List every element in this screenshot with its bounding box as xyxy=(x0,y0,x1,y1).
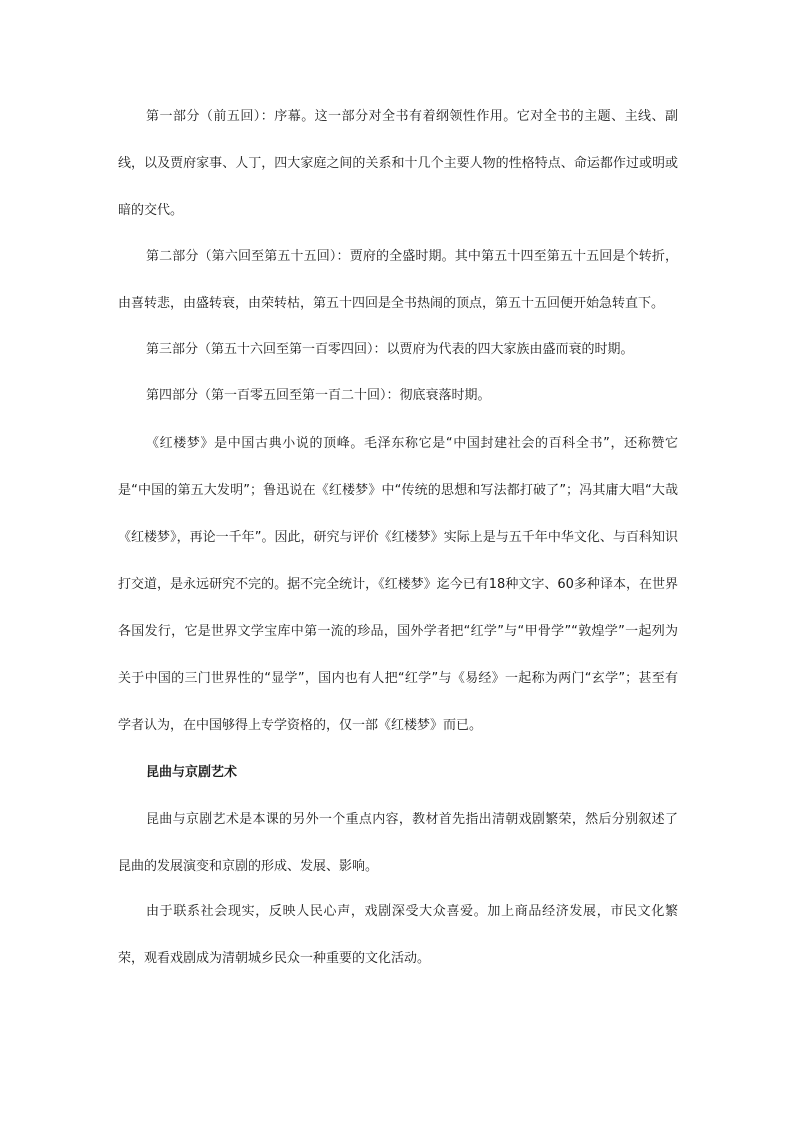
paragraph-hongloumeng-evaluation: 《红楼梦》是中国古典小说的顶峰。毛泽东称它是“中国封建社会的百科全书”，还称赞它是“中国的第五大发明”；鲁迅说在《红楼梦》中“传统的思想和写法都打破了”；冯其庸大唱“大哉《红楼梦》，再论一千年”。因此，研究与评价《红楼梦》实际上是与五千年中华文化、与百科知识打交道，是永远研究不完的。据不完全统计，《红楼梦》迄今已有18种文字、60多种译本，在世界各国发行，它是世界文学宝库中第一流的珍品，国外学者把“红学”与“甲骨学”“敦煌学”一起列为关于中国的三门世界性的“显学”，国内也有人把“红学”与《易经》一起称为两门“玄学”；甚至有学者认为，在中国够得上专学资格的，仅一部《红楼梦》而已。 xyxy=(118,436,678,733)
paragraph-part-two: 第二部分（第六回至第五十五回）：贾府的全盛时期。其中第五十四至第五十五回是个转折，由喜转悲，由盛转衰，由荣转枯，第五十四回是全书热闹的顶点，第五十五回便开始急转直下。 xyxy=(118,249,678,311)
paragraph-part-four: 第四部分（第一百零五回至第一百二十回）：彻底衰落时期。 xyxy=(146,388,491,403)
paragraph-kunqu-intro: 昆曲与京剧艺术是本课的另外一个重点内容，教材首先指出清朝戏剧繁荣，然后分别叙述了昆曲的发展演变和京剧的形成、发展、影响。 xyxy=(118,812,678,874)
section-heading: 昆曲与京剧艺术 xyxy=(146,765,238,780)
paragraph-part-three: 第三部分（第五十六回至第一百零四回）：以贾府为代表的四大家族由盛而衰的时期。 xyxy=(146,342,634,357)
paragraph-part-one: 第一部分（前五回）：序幕。这一部分对全书有着纲领性作用。它对全书的主题、主线、副线，以及贾府家事、人丁，四大家庭之间的关系和十几个主要人物的性格特点、命运都作过或明或暗的交代。 xyxy=(118,109,678,218)
paragraph-opera-popularity: 由于联系社会现实，反映人民心声，戏剧深受大众喜爱。加上商品经济发展，市民文化繁荣，观看戏剧成为清朝城乡民众一种重要的文化活动。 xyxy=(118,904,678,966)
